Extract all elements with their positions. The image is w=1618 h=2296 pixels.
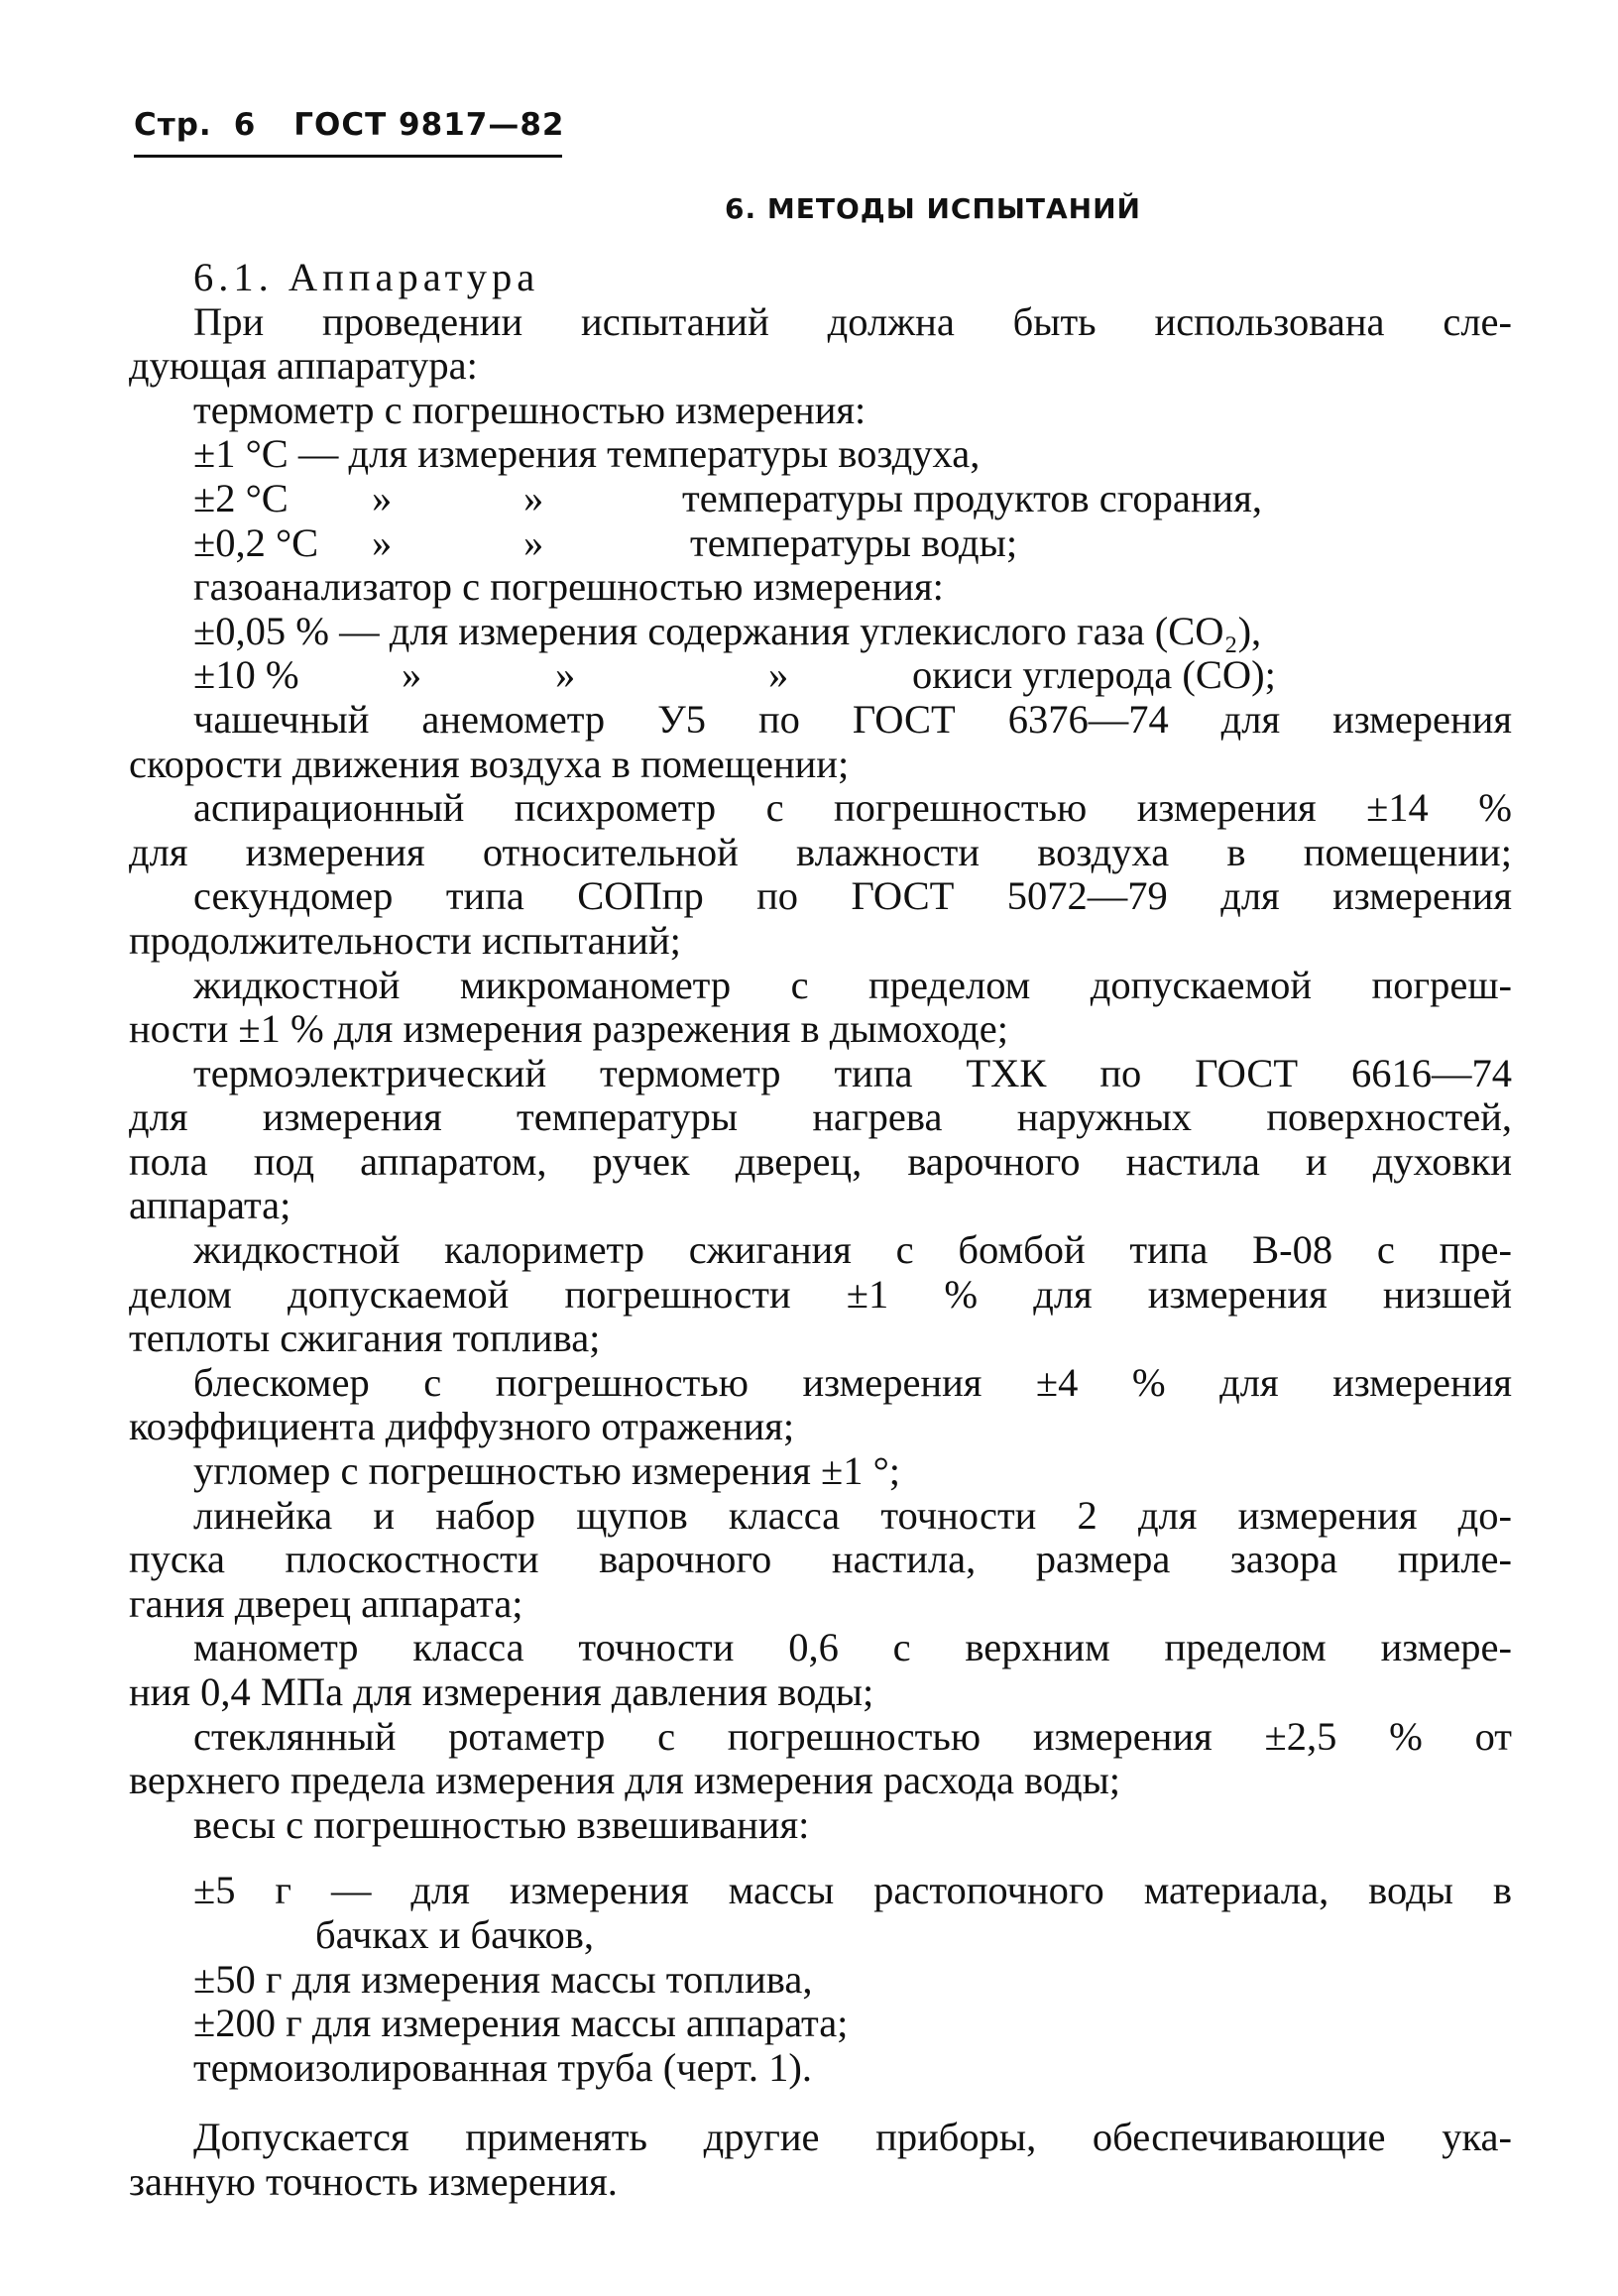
text-line: угломер с погрешностью измерения ±1 °;: [193, 1448, 901, 1494]
standard-number: ГОСТ 9817—82: [293, 107, 565, 143]
text-line: Допускается применять другие приборы, обеспечивающие ука-: [193, 2115, 1512, 2160]
text-line: пола под аппаратом, ручек дверец, варочного настила и духовки: [129, 1138, 1512, 1184]
text-line: ности ±1 % для измерения разрежения в дымоходе;: [129, 1006, 1009, 1052]
text-line: делом допускаемой погрешности ±1 % для измерения низшей: [129, 1271, 1512, 1317]
tolerance-value: ±0,2 °С: [193, 519, 319, 565]
text-line: термоизолированная труба (черт. 1).: [193, 2044, 813, 2090]
header-rule: [134, 155, 562, 158]
spacer: [129, 1847, 1512, 1869]
text-line: линейка и набор щупов класса точности 2 для измерения до-: [193, 1492, 1512, 1538]
ditto-mark: »: [372, 519, 393, 565]
measured-quantity: окиси углерода (СО);: [912, 652, 1276, 698]
text-line: весы с погрешностью взвешивания:: [193, 1801, 810, 1847]
page-number: 6: [233, 107, 257, 143]
ditto-mark: »: [555, 652, 576, 698]
text-line: При проведении испытаний должна быть использована сле-: [193, 298, 1512, 344]
text-line: чашечный анемометр У5 по ГОСТ 6376—74 для измерения: [193, 696, 1512, 742]
text-line: ния 0,4 МПа для измерения давления воды;: [129, 1669, 874, 1714]
page-label: Стр.: [134, 107, 212, 143]
subsection-heading: 6.1. Аппаратура: [193, 255, 540, 299]
text-line: ±1 °С — для измерения температуры воздуха,: [193, 431, 981, 477]
text-line: занную точность измерения.: [129, 2158, 618, 2204]
text-line: пуска плоскостности варочного настила, размера зазора приле-: [129, 1537, 1512, 1582]
tolerance-value: ±2 °С: [193, 475, 289, 520]
text-line: ±200 г для измерения массы аппарата;: [193, 2001, 849, 2046]
tolerance-row: [129, 521, 1512, 566]
text-line: аппарата;: [129, 1183, 291, 1228]
text-line: термоэлектрический термометр типа ТХК по ГОСТ 6616—74: [193, 1050, 1512, 1095]
text-line: термометр с погрешностью измерения:: [193, 387, 867, 432]
section-title: 6. МЕТОДЫ ИСПЫТАНИЙ: [725, 192, 1141, 225]
tolerance-value: ±10 %: [193, 652, 299, 698]
text-line: для измерения относительной влажности воздуха в помещении;: [129, 829, 1512, 874]
text-line: теплоты сжигания топлива;: [129, 1316, 601, 1361]
ditto-mark: »: [372, 475, 393, 520]
text-line: манометр класса точности 0,6 с верхним пределом измере-: [193, 1625, 1512, 1670]
spacer: [129, 2090, 1512, 2116]
text-line: блескомер с погрешностью измерения ±4 % для измерения: [193, 1359, 1512, 1405]
text-line: скорости движения воздуха в помещении;: [129, 741, 850, 786]
tolerance-row: [129, 653, 1512, 698]
page-header: [134, 107, 564, 143]
text-line: дующая аппаратура:: [129, 343, 478, 389]
tolerance-row: [129, 477, 1512, 521]
ditto-mark: »: [402, 652, 422, 698]
text-line: стеклянный ротаметр с погрешностью измерения ±2,5 % от: [193, 1713, 1512, 1759]
text-line: коэффициента диффузного отражения;: [129, 1404, 795, 1449]
text-line: аспирационный психрометр с погрешностью измерения ±14 %: [193, 785, 1512, 831]
text-line: для измерения температуры нагрева наружных поверхностей,: [129, 1094, 1512, 1140]
section-body: [129, 256, 1512, 2205]
text-line: бачках и бачков,: [315, 1911, 594, 1957]
ditto-mark: »: [768, 652, 789, 698]
text-line: секундомер типа СОПпр по ГОСТ 5072—79 для измерения: [193, 873, 1512, 919]
text-line: газоанализатор с погрешностью измерения:: [193, 564, 944, 610]
text-line: жидкостной калориметр сжигания с бомбой типа В-08 с пре-: [193, 1227, 1512, 1273]
ditto-mark: »: [523, 475, 544, 520]
measured-quantity: температуры воды;: [690, 519, 1018, 565]
measured-quantity: температуры продуктов сгорания,: [682, 475, 1262, 520]
ditto-mark: »: [523, 519, 544, 565]
text-line: верхнего предела измерения для измерения расхода воды;: [129, 1758, 1121, 1803]
text-line: жидкостной микроманометр с пределом допускаемой погреш-: [193, 962, 1512, 1007]
text-line: ±5 г — для измерения массы растопочного материала, воды в: [193, 1868, 1512, 1913]
text-line: гания дверец аппарата;: [129, 1580, 523, 1626]
text-line: ±50 г для измерения массы топлива,: [193, 1956, 813, 2002]
text-line: продолжительности испытаний;: [129, 917, 681, 963]
text-line: ±0,05 % — для измерения содержания углекислого газа (СО₂),: [193, 608, 1262, 653]
